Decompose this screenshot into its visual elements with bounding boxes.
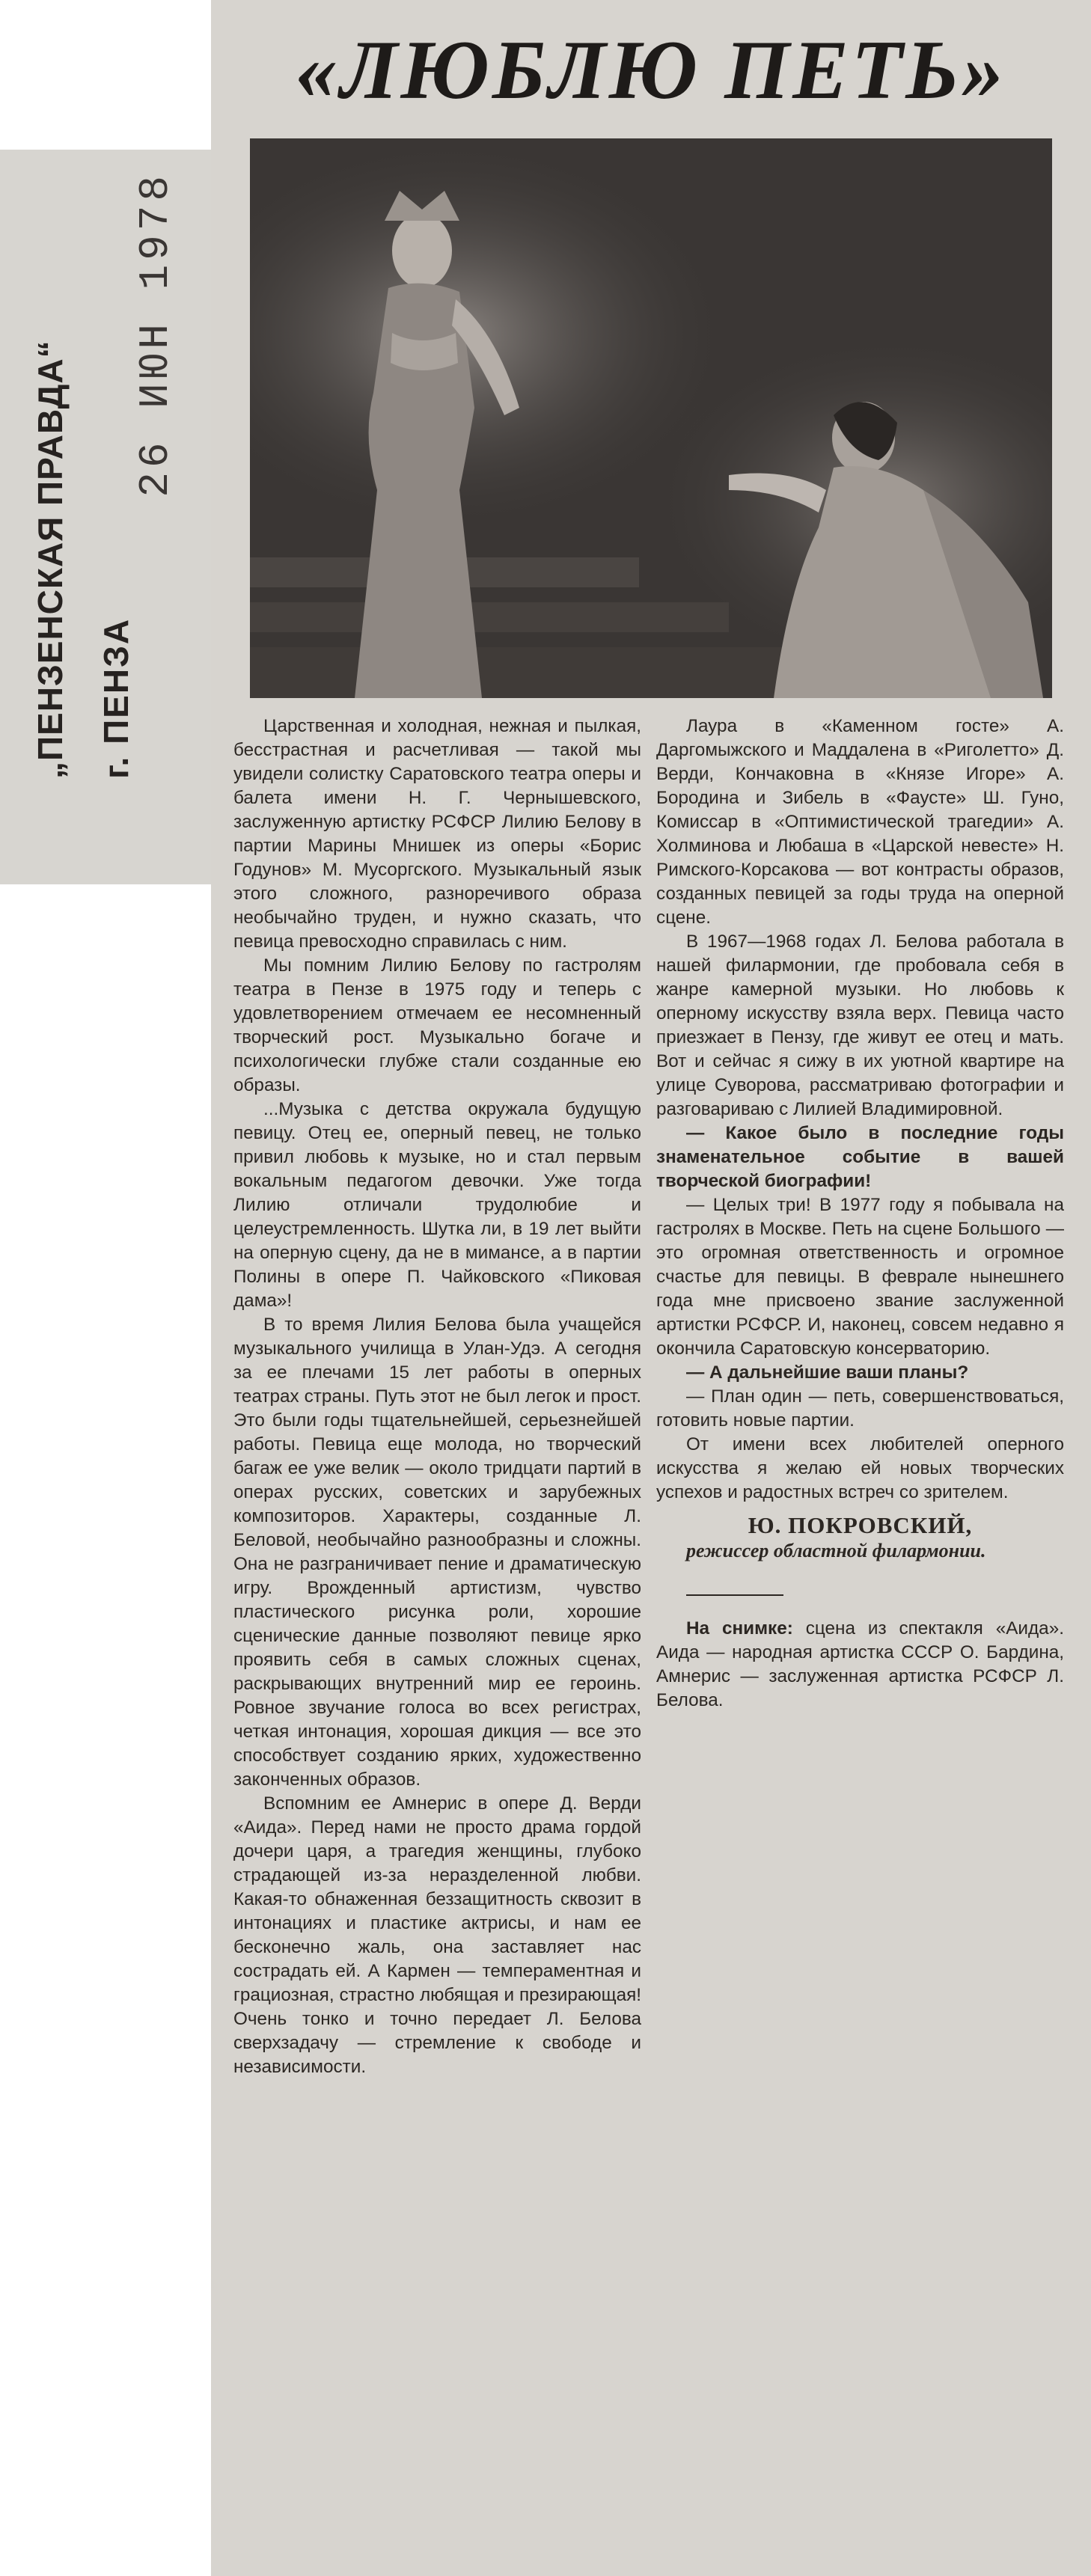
interview-answer: — Целых три! В 1977 году я побывала на гастролях в Москве. Петь на сцене Большого — это огромная ответственность и огромное счастье для певицы. В феврале нынешнего года мне присвоено звание заслуженной артистки РСФСР. И, наконец, совсем недавно я окончила Саратовскую консерваторию. [656,1195,1064,1359]
newspaper-city: г. ПЕНЗА [97,617,135,779]
source-label-rotated [12,165,199,869]
stage-photo [250,138,1052,698]
closing-paragraph: От имени всех любителей оперного искусства я желаю ей новых творческих успехов и радостных встреч со зрителем. [656,1434,1064,1502]
interview-question: — Какое было в последние годы знаменательное событие в вашей творческой биографии! [656,1123,1064,1191]
article-column-left [233,715,641,2548]
article-paragraph: Царственная и холодная, нежная и пылкая, бесстрастная и расчетливая — такой мы увидели солистку Саратовского театра оперы и балета имени Н. Г. Чернышевского, заслуженную артистку РСФСР Лилию Белову в партии Марины Мнишек из оперы «Борис Годунов» М. Мусоргского. Музыкальный язык этого сложного, разноречивого образа необычайно труден, и нужно сказать, что певица превосходно справилась с ним. [233,716,641,952]
caption-label: На снимке: [686,1618,793,1639]
photo-caption [656,1617,1064,1713]
headline: «ЛЮБЛЮ ПЕТЬ» [295,24,1007,117]
newspaper-clipping [211,0,1091,2576]
article-column-right [656,715,1064,2548]
article-paragraph: В 1967—1968 годах Л. Белова работала в нашей филармонии, где пробовала себя в жанре камерной музыки. Но любовь к оперному искусству взяла верх. Певица часто приезжает в Пензу, где живут ее отец и мать. Вот и сейчас я сижу в их уютной квартире на улице Суворова, рассматриваю фотографии и разговариваю с Лилией Владимировной. [656,931,1064,1119]
article-paragraph: ...Музыка с детства окружала будущую певицу. Отец ее, оперный певец, не только привил любовь к музыке, но и стал первым вокальным педагогом девочки. Уже тогда Лилию отличали трудолюбие и целеустремленность. Шутка ли, в 19 лет выйти на оперную сцену, да не в мимансе, а в партии Полины в опере П. Чайковского «Пиковая дама»! [233,1099,641,1311]
interview-question: — А дальнейшие ваши планы? [686,1362,969,1383]
divider [686,1594,783,1596]
author-role: режиссер областной филармонии. [686,1540,986,1561]
date-stamp: 26 ИЮН 1978 [132,171,180,498]
article-paragraph: В то время Лилия Белова была учащейся музыкального училища в Улан-Удэ. А сегодня за ее плечами 15 лет работы в оперных театрах страны. Путь этот не был легок и прост. Это были годы тщательнейшей, серьезнейшей работы. Певица еще молода, но творческий багаж ее уже велик — около тридцати партий в операх русских, советских и зарубежных композиторов. Характеры, созданные Л. Беловой, необычайно разнообразны и сложны. Она не разграничивает пение и драматическую игру. Врожденный артистизм, чувство пластического рисунка роли, хорошие сценические данные позволяют певице ярко проявить себя в самых сложных сценах, раскрывающих внутренний мир ее героинь. Ровное звучание голоса во всех регистрах, четкая интонация, хорошая дикция — все это способствует созданию ярких, художественно законченных образов. [233,1315,641,1790]
source-label [0,150,211,884]
caption-text: сцена из спектакля «Аида». Аида — народная артистка СССР О. Бардина, Амнерис — заслуженная артистка РСФСР Л. Белова. [656,1618,1064,1710]
article-paragraph: Лаура в «Каменном госте» А. Даргомыжского и Маддалена в «Риголетто» Д. Верди, Кончаковна в «Князе Игоре» А. Бородина и Зибель в «Фаусте» Ш. Гуно, Комиссар в «Оптимистической трагедии» А. Холминова и Любаша в «Царской невесте» Н. Римского-Корсакова — вот контрасты образов, созданных певицей за годы труда на оперной сцене. [656,716,1064,928]
author-signature [656,1512,1064,1563]
article-paragraph: Мы помним Лилию Белову по гастролям театра в Пензе в 1975 году и теперь с удовлетворением отмечаем ее несомненный творческий рост. Музыкально богаче и психологически глубже стали созданные ею образы. [233,955,641,1095]
interview-answer: — План один — петь, совершенствоваться, готовить новые партии. [656,1386,1064,1431]
newspaper-name: „ПЕНЗЕНСКАЯ ПРАВДА“ [31,340,70,779]
article-paragraph: Вспомним ее Амнерис в опере Д. Верди «Аида». Перед нами не просто драма гордой дочери царя, а трагедия женщины, глубоко страдающей из-за неразделенной любви. Какая-то обнаженная беззащитность сквозит в интонациях и пластике актрисы, и нам ее бесконечно жаль, она заставляет нас сострадать ей. А Кармен — темпераментная и грациозная, страстно любящая и презирающая! Очень тонко и точно передает Л. Белова сверхзадачу — стремление к свободе и независимости. [233,1793,641,2077]
author-name: Ю. ПОКРОВСКИЙ, [748,1512,973,1538]
stage-photo-image [250,138,1052,698]
